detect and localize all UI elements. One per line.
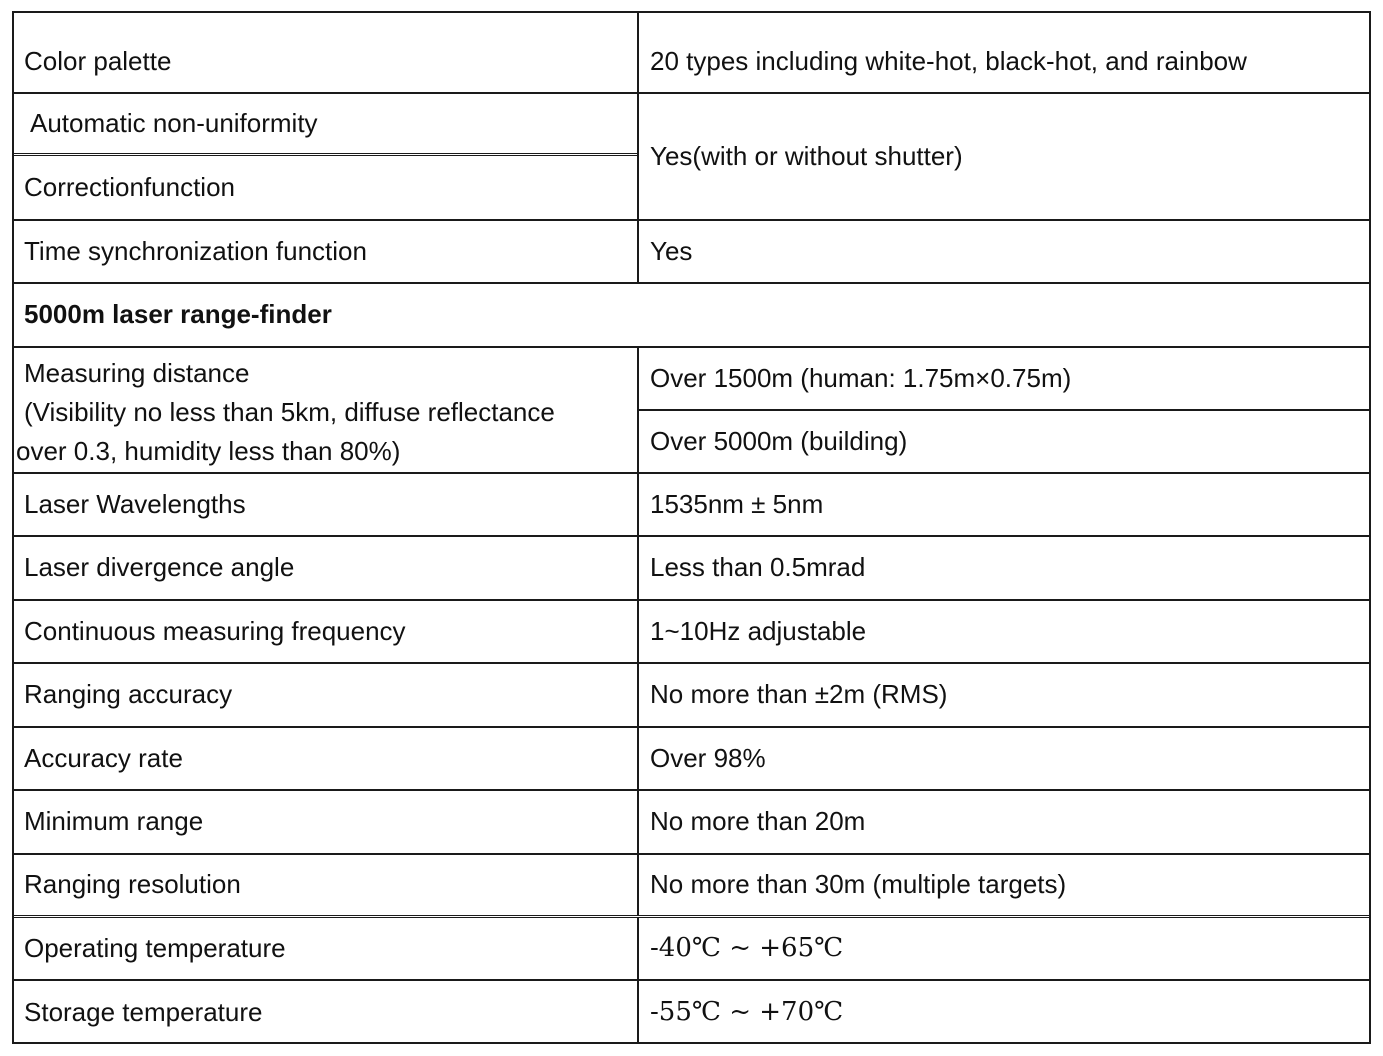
row-label-text: Time synchronization function xyxy=(24,235,367,266)
table-row-color-palette xyxy=(14,13,1369,94)
row-label-line1 xyxy=(14,94,637,156)
row-value-text: Over 98% xyxy=(650,742,766,773)
row-label-line2 xyxy=(14,156,637,219)
row-label-text: Ranging resolution xyxy=(24,869,241,900)
row-value xyxy=(639,537,1369,599)
row-value-text: Over 1500m (human: 1.75m×0.75m) xyxy=(650,362,1072,393)
table-section-header xyxy=(14,284,1369,348)
row-label-text: Color palette xyxy=(24,45,172,76)
row-value-text: No more than ±2m (RMS) xyxy=(650,679,948,710)
row-label xyxy=(14,664,639,726)
row-label xyxy=(14,221,639,282)
row-value-text: 20 types including white-hot, black-hot, and rainbow xyxy=(650,45,1247,76)
row-value-text: No more than 30m (multiple targets) xyxy=(650,869,1067,900)
row-value xyxy=(639,601,1369,662)
row-value xyxy=(639,94,1369,219)
table-row-ranging-accuracy xyxy=(14,664,1369,728)
row-value xyxy=(639,474,1369,535)
row-label-text: Storage temperature xyxy=(24,996,263,1027)
row-value-text: 1~10Hz adjustable xyxy=(650,615,867,646)
row-label xyxy=(14,791,639,853)
row-value xyxy=(639,791,1369,853)
row-label-text: Accuracy rate xyxy=(24,742,183,773)
section-title xyxy=(14,284,1369,346)
row-label xyxy=(14,728,639,789)
row-value xyxy=(639,221,1369,282)
row-value-text: Yes(with or without shutter) xyxy=(650,140,963,171)
row-label-text: Continuous measuring frequency xyxy=(24,615,406,646)
row-value xyxy=(639,728,1369,789)
row-label xyxy=(14,537,639,599)
row-label-text: Minimum range xyxy=(24,806,204,837)
table-row-accuracy-rate xyxy=(14,728,1369,791)
row-value xyxy=(639,13,1369,92)
table-row-frequency xyxy=(14,601,1369,664)
row-label-text: Laser Wavelengths xyxy=(24,488,246,519)
row-value xyxy=(639,918,1369,979)
row-value xyxy=(639,348,1369,472)
table-row-measuring-distance xyxy=(14,348,1369,474)
row-label xyxy=(14,348,639,472)
table-row-non-uniformity xyxy=(14,94,1369,221)
table-row-laser-wavelengths xyxy=(14,474,1369,537)
row-label-text: Operating temperature xyxy=(24,932,286,963)
row-label-text: Correctionfunction xyxy=(24,171,235,202)
row-value-text: Over 5000m (building) xyxy=(650,425,908,456)
row-label xyxy=(14,855,639,915)
table-row-storage-temp xyxy=(14,981,1369,1044)
row-value xyxy=(639,664,1369,726)
row-label-line3: over 0.3, humidity less than 80%) xyxy=(16,436,401,466)
row-value-text: Less than 0.5mrad xyxy=(650,552,866,583)
row-label xyxy=(14,13,639,92)
row-value-text: -40℃ ~ +65℃ xyxy=(650,932,844,963)
section-title-text: 5000m laser range-finder xyxy=(24,299,332,330)
row-label xyxy=(14,601,639,662)
row-label xyxy=(14,474,639,535)
row-label xyxy=(14,981,639,1044)
table-row-minimum-range xyxy=(14,791,1369,855)
spec-table xyxy=(12,11,1371,1044)
row-label-line2: (Visibility no less than 5km, diffuse reflectance xyxy=(24,397,555,427)
row-label-line1: Measuring distance xyxy=(24,358,250,388)
row-value-text: -55℃ ~ +70℃ xyxy=(650,996,844,1027)
row-value-text: Yes xyxy=(650,235,693,266)
row-label-text: Laser divergence angle xyxy=(24,552,295,583)
table-row-operating-temp xyxy=(14,918,1369,981)
table-row-time-sync xyxy=(14,221,1369,284)
row-value xyxy=(639,855,1369,915)
row-value-building xyxy=(639,411,1369,472)
row-label-text: Ranging accuracy xyxy=(24,679,233,710)
row-value-human xyxy=(639,348,1369,411)
table-row-ranging-resolution xyxy=(14,855,1369,918)
row-label xyxy=(14,94,639,219)
row-value-text: 1535nm ± 5nm xyxy=(650,488,824,519)
table-row-divergence xyxy=(14,537,1369,601)
row-value xyxy=(639,981,1369,1044)
row-label xyxy=(14,918,639,979)
row-value-text: No more than 20m xyxy=(650,806,866,837)
row-label-text: Automatic non-uniformity xyxy=(30,107,318,138)
